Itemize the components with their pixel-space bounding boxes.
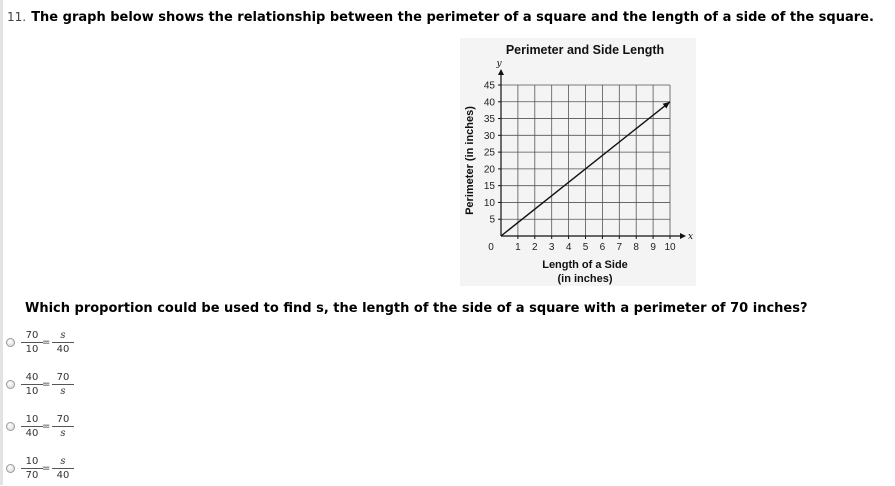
origin-label: 0: [488, 242, 494, 253]
radio-button[interactable]: [6, 464, 15, 473]
y-tick-label: 5: [489, 214, 495, 226]
right-numerator: 70: [52, 372, 74, 385]
y-tick-label: 45: [483, 80, 495, 92]
question-header: [7, 6, 874, 25]
left-numerator: 70: [21, 330, 43, 343]
equals-sign: =: [42, 463, 51, 474]
answer-option-c[interactable]: [6, 414, 126, 444]
left-numerator: 10: [21, 414, 43, 427]
left-fraction: [21, 414, 43, 439]
left-denominator: 10: [25, 344, 39, 355]
perimeter-chart: [460, 38, 696, 286]
left-fraction: [21, 372, 43, 397]
left-margin-bar: [0, 0, 3, 485]
x-axis-letter: x: [688, 232, 694, 242]
right-denominator: 40: [56, 470, 70, 481]
x-axis-title: Length of a Side: [542, 259, 628, 271]
y-tick-label: 20: [483, 164, 495, 176]
x-axis-arrow: [680, 233, 686, 239]
equals-sign: =: [42, 421, 51, 432]
left-denominator: 10: [25, 386, 39, 397]
y-tick-label: 25: [483, 147, 495, 159]
question-prompt: Which proportion could be used to find s, the length of the side of a square with a perimeter of 70 inches?: [25, 301, 808, 316]
right-numerator: s: [52, 456, 74, 469]
x-tick-label: 4: [565, 242, 572, 253]
equals-sign: =: [42, 379, 51, 390]
right-denominator: 40: [56, 344, 70, 355]
y-tick-label: 40: [483, 97, 495, 109]
radio-button[interactable]: [6, 338, 15, 347]
radio-button[interactable]: [6, 380, 15, 389]
right-fraction: [52, 330, 74, 355]
x-tick-label: 3: [548, 242, 555, 253]
radio-button[interactable]: [6, 422, 15, 431]
left-denominator: 40: [25, 428, 39, 439]
y-axis-title: Perimeter (in inches): [464, 106, 476, 215]
chart-figure: [460, 38, 696, 286]
x-axis-subtitle: (in inches): [557, 273, 613, 285]
y-axis-arrow: [498, 69, 504, 75]
right-fraction: [52, 372, 74, 397]
x-tick-label: 9: [650, 242, 656, 253]
right-numerator: 70: [52, 414, 74, 427]
x-tick-label: 10: [664, 242, 676, 253]
right-denominator: s: [60, 386, 66, 397]
chart-title: Perimeter and Side Length: [505, 43, 665, 57]
question-number: 11.: [7, 10, 27, 24]
right-denominator: s: [60, 428, 66, 439]
y-tick-label: 15: [483, 181, 495, 193]
left-numerator: 10: [21, 456, 43, 469]
question-text: The graph below shows the relationship between the perimeter of a square and the length of a side of the square.: [31, 10, 874, 25]
x-tick-label: 6: [599, 242, 606, 253]
left-fraction: [21, 330, 43, 355]
x-tick-label: 1: [515, 242, 521, 253]
y-tick-label: 30: [483, 130, 495, 142]
y-tick-label: 35: [483, 114, 495, 126]
right-fraction: [52, 456, 74, 481]
equals-sign: =: [42, 337, 51, 348]
left-fraction: [21, 456, 43, 481]
left-denominator: 70: [25, 470, 39, 481]
y-tick-label: 10: [483, 197, 495, 209]
x-tick-label: 8: [633, 242, 639, 253]
right-numerator: s: [52, 330, 74, 343]
answer-option-b[interactable]: [6, 372, 126, 402]
y-axis-letter: y: [496, 59, 502, 69]
answer-option-a[interactable]: [6, 330, 126, 360]
answer-option-d[interactable]: [6, 456, 126, 486]
x-tick-label: 5: [582, 242, 589, 253]
x-tick-label: 7: [616, 242, 623, 253]
right-fraction: [52, 414, 74, 439]
x-tick-label: 2: [532, 242, 538, 253]
left-numerator: 40: [21, 372, 43, 385]
